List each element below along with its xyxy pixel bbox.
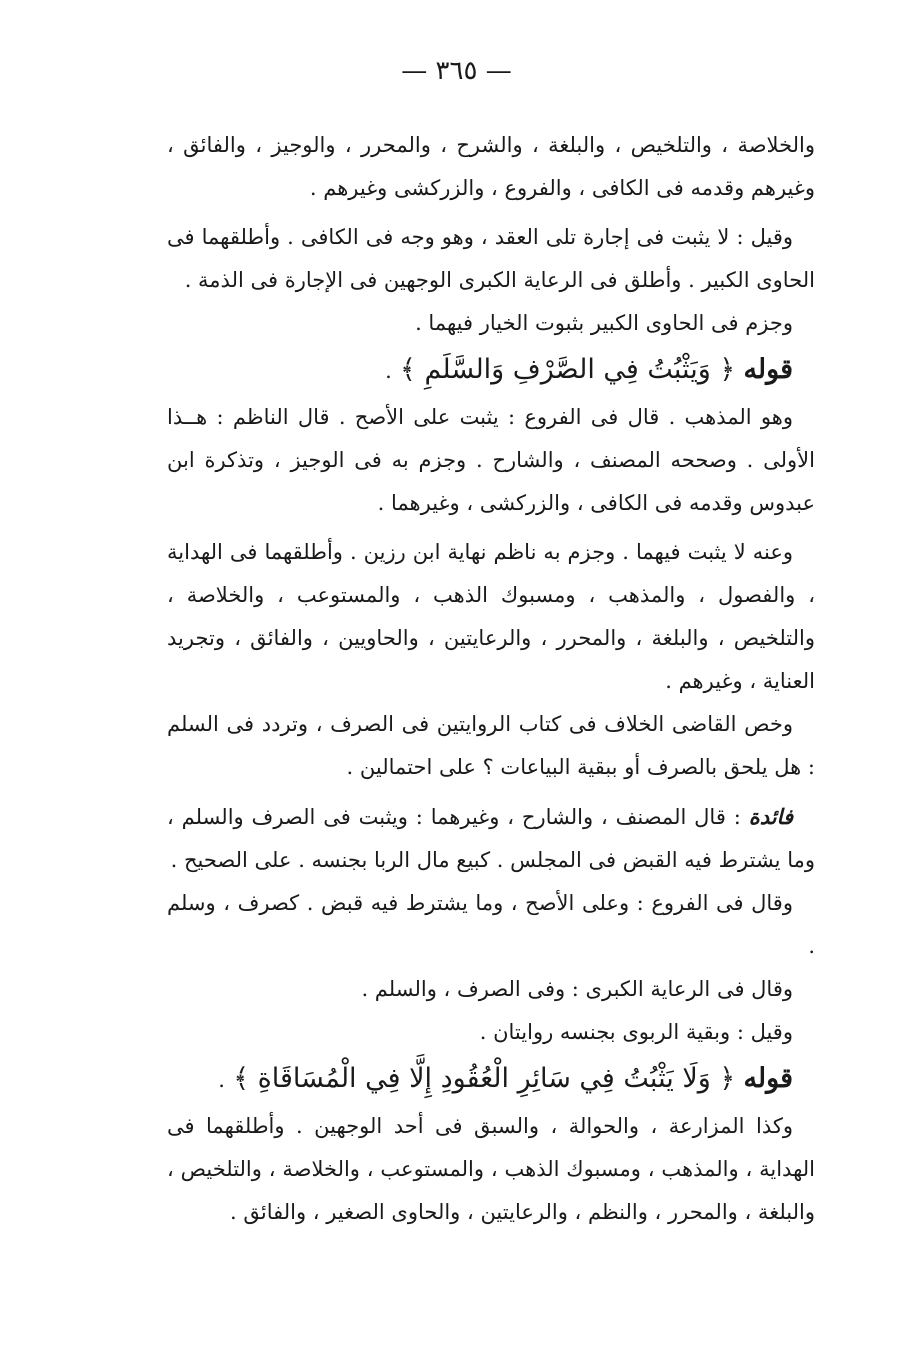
- body-text: [167, 124, 815, 1234]
- paragraph-1: والخلاصة ، والتلخيص ، والبلغة ، والشرح ، والمحرر ، والوجيز ، والفائق ، وغيرهم وقدمه فى الكافى ، والفروع ، والزركشى وغيرهم .: [167, 133, 815, 200]
- paragraph-6: وخص القاضى الخلاف فى كتاب الروايتين فى الصرف ، وتردد فى السلم : هل يلحق بالصرف أو ببقية البياعات ؟ على احتمالين .: [167, 712, 815, 779]
- paragraph-10: وقيل : وبقية الربوى بجنسه روايتان .: [479, 1020, 793, 1044]
- paragraph-9: وقال فى الرعاية الكبرى : وفى الصرف ، والسلم .: [361, 977, 793, 1001]
- notice-text: : قال المصنف ، والشارح ، وغيرهما : ويثبت فى الصرف والسلم ، وما يشترط فيه القبض فى المجلس . كبيع مال الربا بجنسه . على الصحيح .: [167, 805, 815, 872]
- paragraph-5: وعنه لا يثبت فيهما . وجزم به ناظم نهاية ابن رزين . وأطلقهما فى الهداية ، والفصول ، والمذهب ، ومسبوك الذهب ، والمستوعب ، والخلاصة ، والتلخيص ، والبلغة ، والمحرر ، والرعايتين ، والحاويين ، والفائق ، وتجريد العناية ، وغيرهم .: [167, 540, 815, 693]
- heading-quote: ﴿ وَيَثْبُتُ فِي الصَّرْفِ وَالسَّلَمِ ﴾: [400, 354, 736, 385]
- heading-tail: .: [385, 359, 392, 383]
- heading-lead: قوله: [743, 354, 793, 385]
- notice-label: فائدة: [748, 804, 793, 829]
- paragraph-notice: [167, 795, 815, 882]
- paragraph-12: وكذا المزارعة ، والحوالة ، والسبق فى أحد الوجهين . وأطلقهما فى الهداية ، والمذهب ، ومسبوك الذهب ، والمستوعب ، والخلاصة ، والتلخيص ، والبلغة ، والمحرر ، والنظم ، والرعايتين ، والحاوى الصغير ، والفائق .: [167, 1114, 815, 1224]
- heading-lead: قوله: [743, 1063, 793, 1094]
- section-heading-1: [167, 345, 815, 396]
- paragraph-8: وقال فى الفروع : وعلى الأصح ، وما يشترط فيه قبض . كصرف ، وسلم .: [167, 891, 815, 958]
- heading-tail: .: [218, 1068, 225, 1092]
- heading-quote: ﴿ وَلَا يَثْبُتُ فِي سَائِرِ الْعُقُودِ إِلَّا فِي الْمُسَاقَاةِ ﴾: [233, 1063, 736, 1094]
- paragraph-2: وقيل : لا يثبت فى إجارة تلى العقد ، وهو وجه فى الكافى . وأطلقهما فى الحاوى الكبير . وأطلق فى الرعاية الكبرى الوجهين فى الإجارة فى الذمة .: [167, 225, 815, 292]
- section-heading-2: [167, 1054, 815, 1105]
- paragraph-3: وجزم فى الحاوى الكبير بثبوت الخيار فيهما .: [415, 311, 793, 335]
- paragraph-4: وهو المذهب . قال فى الفروع : يثبت على الأصح . قال الناظم : هــذا الأولى . وصححه المصنف ، والشارح . وجزم به فى الوجيز ، وتذكرة ابن عبدوس وقدمه فى الكافى ، والزركشى ، وغيرهما .: [167, 405, 815, 515]
- page-number: — ٣٦٥ —: [401, 56, 512, 86]
